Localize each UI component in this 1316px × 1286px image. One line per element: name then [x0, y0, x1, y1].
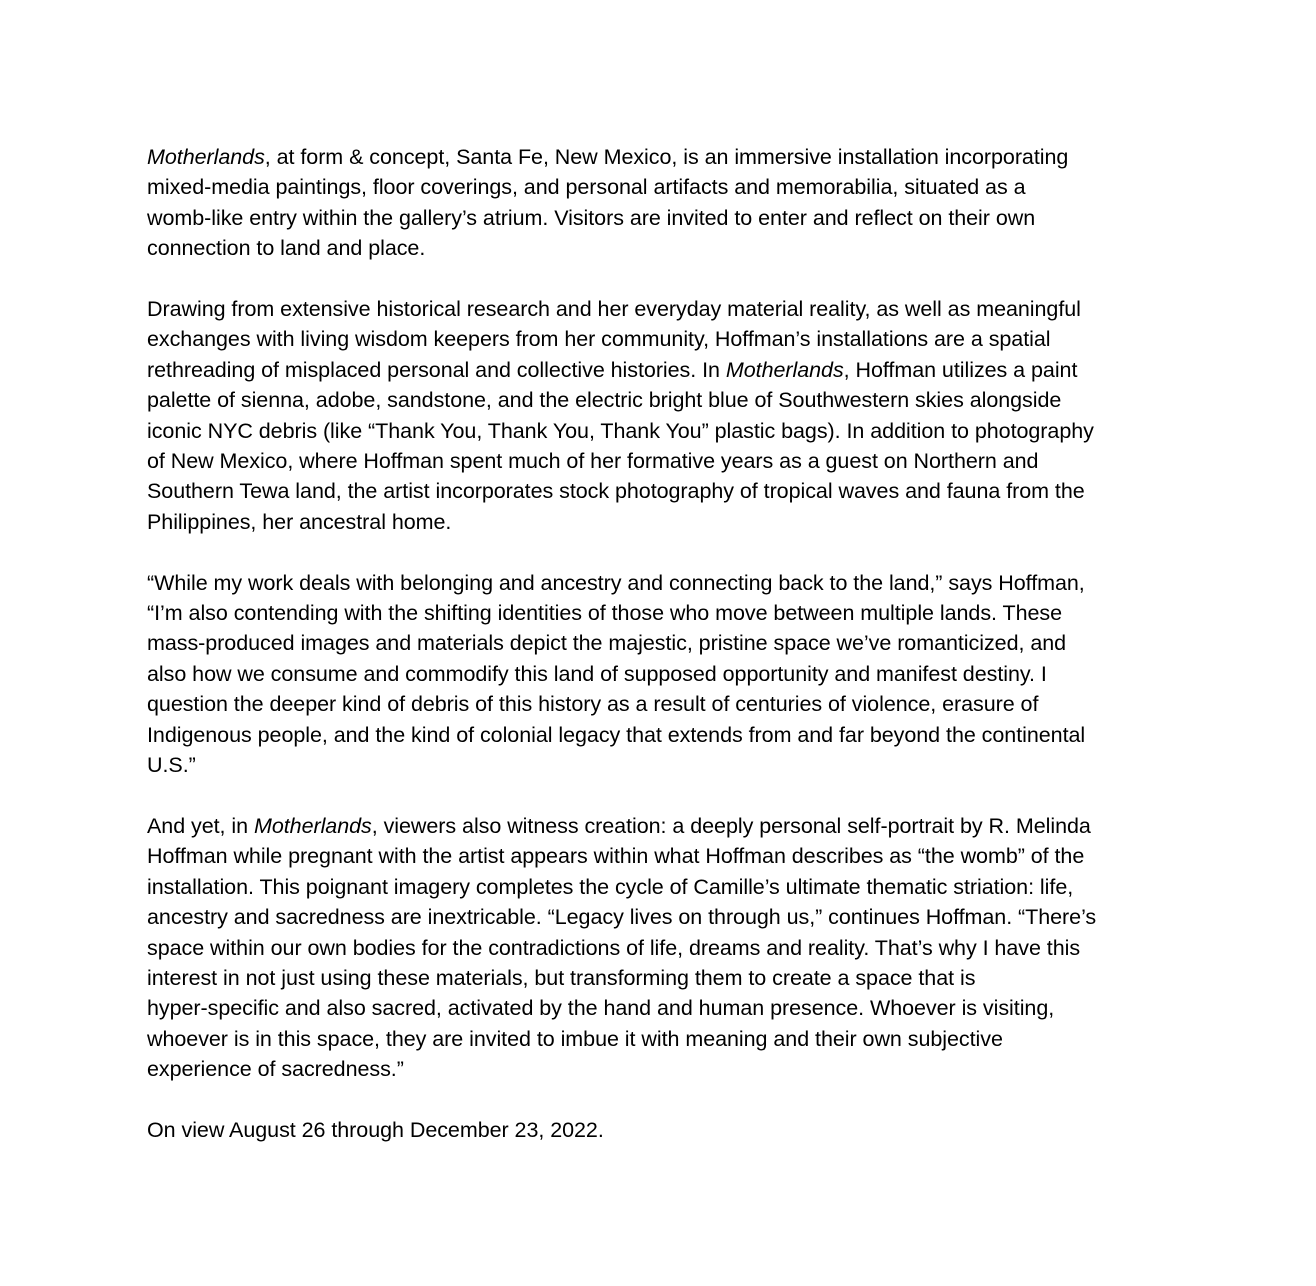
text-segment: , Hoffman utilizes a paint palette of sienna, adobe, sandstone, and the electric bright blue of Southwestern skies alongside iconic NYC debris (like “Thank You, Thank You, Thank You” plastic bags). In addition to photography of New Mexico, where Hoffman spent much of her formative years as a guest on Northern and Southern Tewa land, the artist incorporates stock photography of tropical waves and fauna from the Philippines, her ancestral home. [147, 357, 1094, 534]
text-segment: On view August 26 through December 23, 2022. [147, 1117, 604, 1142]
paragraph-intro [147, 142, 1177, 264]
paragraph-materials [147, 294, 1177, 537]
text-segment: Drawing from extensive historical research and her everyday material reality, as well as meaningful exchanges with living wisdom keepers from her community, Hoffman’s installations are a spatial rethreading of misplaced personal and collective histories. In [147, 297, 1081, 382]
title-italic: Motherlands [253, 813, 372, 838]
paragraph-dates [147, 1115, 1177, 1145]
document-body [147, 142, 1177, 1145]
title-italic: Motherlands [147, 145, 265, 169]
text-segment: “While my work deals with belonging and ancestry and connecting back to the land,” says Hoffman, “I’m also contending with the shifting identities of those who move between multiple lands. These mass-produced images and materials depict the majestic, pristine space we’ve romanticized, and also how we consume and commodify this land of supposed opportunity and manifest destiny. I question the deeper kind of debris of this history as a result of centuries of violence, erasure of Indigenous people, and the kind of colonial legacy that extends from and far beyond the continental U.S.” [147, 570, 1086, 778]
text-segment: And yet, in [147, 813, 254, 838]
text-segment: , viewers also witness creation: a deeply personal self-portrait by R. Melinda Hoffman while pregnant with the artist appears within what Hoffman describes as “the womb” of the installation. This poignant imagery completes the cycle of Camille’s ultimate thematic striation: life, ancestry and sacredness are inextricable. “Legacy lives on through us,” continues Hoffman. “There’s space within our own bodies for the contradictions of life, dreams and reality. That’s why I have this interest in not just using these materials, but transforming them to create a space that is hyper-specific and also sacred, activated by the hand and human presence. Whoever is visiting, whoever is in this space, they are invited to imbue it with meaning and their own subjective experience of sacredness.” [147, 813, 1097, 1082]
paragraph-creation [147, 811, 1177, 1085]
title-italic: Motherlands [725, 357, 844, 382]
text-segment: , at form & concept, Santa Fe, New Mexico, is an immersive installation incorporating mixed-media paintings, floor coverings, and personal artifacts and memorabilia, situated as a womb-like entry within the gallery’s atrium. Visitors are invited to enter and reflect on their own connection to land and place. [147, 145, 1069, 261]
paragraph-quote [147, 568, 1177, 781]
